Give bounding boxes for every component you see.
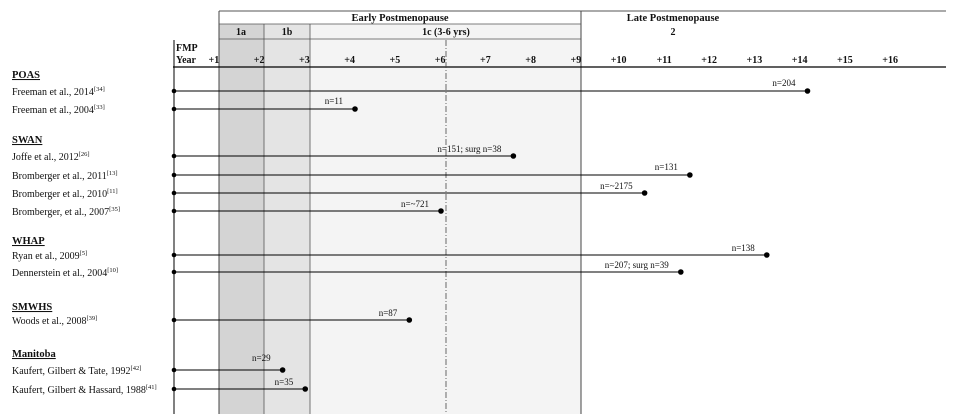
fmp-label: FMP — [176, 43, 198, 54]
tick-label: +11 — [656, 55, 672, 66]
study-end-dot — [352, 106, 358, 112]
study-reference: [42] — [130, 365, 142, 372]
study-end-dot — [805, 88, 811, 94]
early-postmenopause-title: Early Postmenopause — [351, 13, 449, 24]
sample-size-label: n=~721 — [401, 199, 429, 209]
study-reference: [13] — [106, 170, 118, 177]
study-group-heading: Manitoba — [12, 349, 56, 360]
study-citation-text: Kaufert, Gilbert & Hassard, 1988 — [12, 385, 146, 396]
study-group-heading: WHAP — [12, 236, 45, 247]
sample-size-label: n=29 — [252, 353, 271, 363]
study-start-dot — [172, 368, 177, 373]
study-end-dot — [687, 172, 693, 178]
study-end-dot — [764, 252, 770, 258]
study-end-dot — [678, 269, 684, 275]
stage-1c-label: 1c (3-6 yrs) — [422, 27, 470, 38]
study-start-dot — [172, 209, 177, 214]
study-citation — [12, 104, 105, 116]
tick-label: +6 — [434, 55, 446, 66]
study-reference: [41] — [145, 384, 157, 391]
study-citation — [12, 151, 90, 163]
study-start-dot — [172, 89, 177, 94]
study-start-dot — [172, 107, 177, 112]
study-citation — [12, 365, 141, 377]
study-citation — [12, 188, 118, 200]
sample-size-label: n=87 — [378, 308, 398, 318]
study-reference: [11] — [107, 188, 118, 195]
study-reference: [10] — [107, 267, 119, 274]
tick-label: +16 — [882, 55, 898, 66]
tick-label: +14 — [791, 55, 808, 66]
study-citation-text: Kaufert, Gilbert & Tate, 1992 — [12, 366, 131, 377]
study-reference: [39] — [86, 315, 98, 322]
stage-1b-band — [264, 24, 310, 414]
sample-size-label: n=204 — [772, 78, 796, 88]
tick-label: +4 — [344, 55, 355, 66]
study-start-dot — [172, 270, 177, 275]
sample-size-label: n=11 — [324, 96, 343, 106]
tick-label: +10 — [610, 55, 627, 66]
stage-1b-label: 1b — [281, 27, 293, 38]
study-citation — [12, 206, 120, 218]
late-postmenopause-title: Late Postmenopause — [626, 13, 720, 24]
study-reference: [34] — [93, 86, 105, 93]
study-end-dot — [302, 386, 308, 392]
sample-size-label: n=138 — [731, 243, 755, 253]
study-citation-text: Freeman et al., 2014 — [12, 87, 94, 98]
study-end-dot — [280, 367, 286, 373]
study-start-dot — [172, 318, 177, 323]
study-start-dot — [172, 387, 177, 392]
study-start-dot — [172, 154, 177, 159]
tick-label: +5 — [389, 55, 401, 66]
sample-size-label: n=35 — [274, 377, 294, 387]
tick-label: +13 — [746, 55, 763, 66]
study-group-heading: POAS — [12, 70, 41, 81]
study-citation-text: Bromberger et al., 2011 — [12, 171, 107, 182]
tick-label: +12 — [701, 55, 717, 66]
study-citation — [12, 170, 118, 182]
stage-1a-label: 1a — [236, 27, 246, 38]
study-reference: [33] — [93, 104, 105, 111]
sample-size-label: n=207; surg n=39 — [604, 260, 669, 270]
tick-label: +9 — [570, 55, 582, 66]
study-citation-text: Dennerstein et al., 2004 — [12, 268, 108, 279]
study-reference: [5] — [79, 250, 88, 257]
study-start-dot — [172, 253, 177, 258]
study-start-dot — [172, 191, 177, 196]
tick-label: +3 — [299, 55, 310, 66]
study-citation — [12, 315, 97, 327]
study-citation — [12, 86, 105, 98]
study-reference: [26] — [78, 151, 90, 158]
study-citation-text: Freeman et al., 2004 — [12, 105, 94, 116]
stage-1c-band — [310, 24, 581, 414]
tick-label: +7 — [480, 55, 491, 66]
sample-size-label: n=131 — [654, 162, 678, 172]
study-citation — [12, 267, 118, 279]
study-citation-text: Bromberger et al., 2010 — [12, 189, 108, 200]
study-start-dot — [172, 173, 177, 178]
study-citation — [12, 250, 87, 262]
tick-label: +1 — [208, 55, 220, 66]
sample-size-label: n=~2175 — [600, 181, 633, 191]
tick-label: +2 — [253, 55, 265, 66]
year-label: Year — [176, 55, 196, 66]
study-reference: [35] — [109, 206, 121, 213]
study-citation — [12, 384, 157, 396]
study-citation-text: Joffe et al., 2012 — [12, 152, 79, 163]
study-group-heading: SWAN — [12, 135, 43, 146]
stage-2-label: 2 — [670, 27, 676, 38]
study-citation-text: Ryan et al., 2009 — [12, 251, 80, 262]
study-citation-text: Woods et al., 2008 — [12, 316, 87, 327]
study-group-heading: SMWHS — [12, 302, 53, 313]
study-end-dot — [407, 317, 413, 323]
tick-label: +8 — [525, 55, 536, 66]
sample-size-label: n=151; surg n=38 — [437, 144, 502, 154]
study-end-dot — [438, 208, 444, 214]
tick-label: +15 — [837, 55, 853, 66]
study-end-dot — [642, 190, 648, 196]
study-citation-text: Bromberger, et al., 2007 — [12, 207, 110, 218]
study-end-dot — [511, 153, 517, 159]
